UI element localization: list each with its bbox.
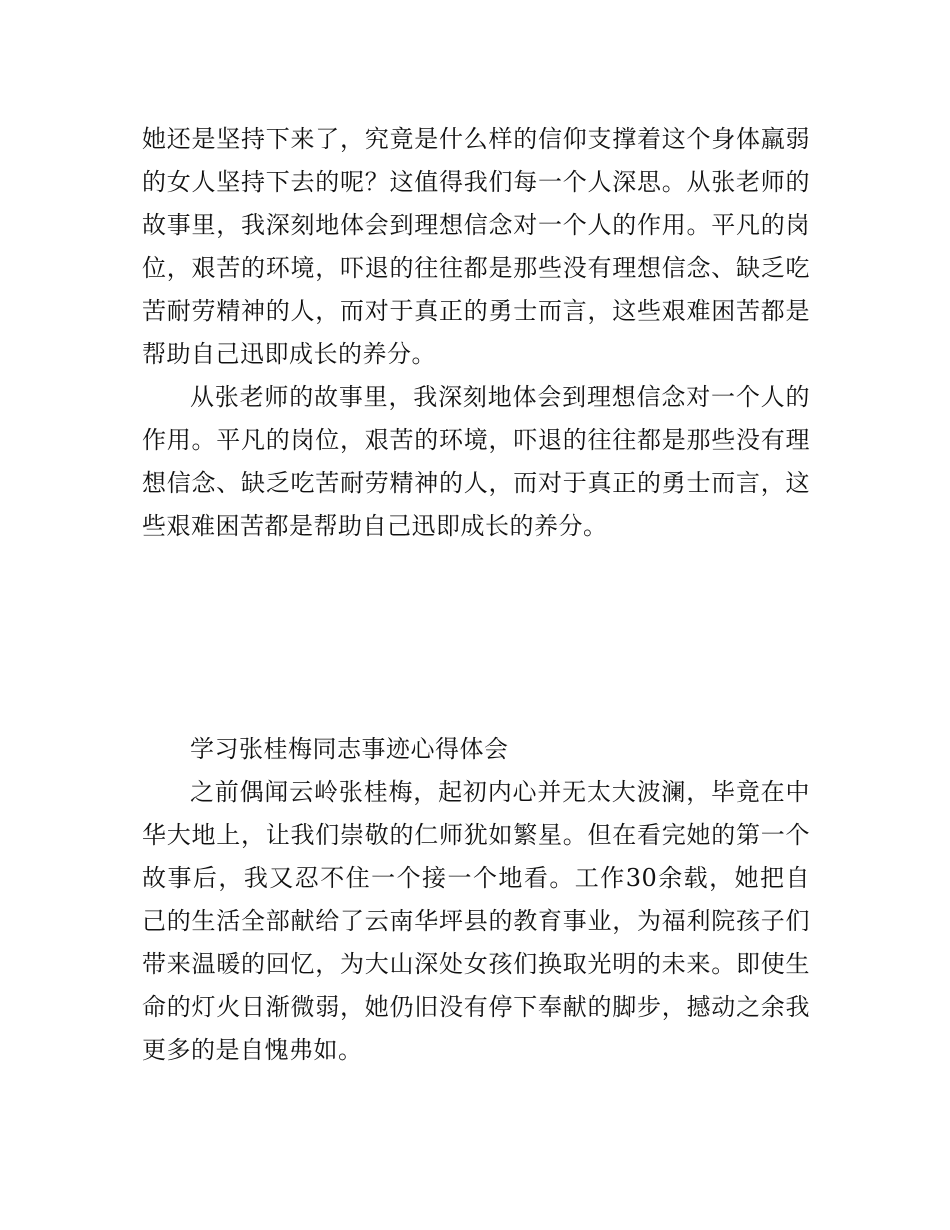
text-section-1	[142, 118, 810, 548]
paragraph: 之前偶闻云岭张桂梅，起初内心并无太大波澜，毕竟在中华大地上，让我们崇敬的仁师犹如繁星。但在看完她的第一个故事后，我又忍不住一个接一个地看。工作30余载，她把自己的生活全部献给了云南华坪县的教育事业，为福利院孩子们带来温暖的回忆，为大山深处女孩们换取光明的未来。即使生命的灯火日渐微弱，她仍旧没有停下奉献的脚步，撼动之余我更多的是自愧弗如。	[142, 778, 810, 1064]
paragraph: 从张老师的故事里，我深刻地体会到理想信念对一个人的作用。平凡的岗位，艰苦的环境，吓退的往往都是那些没有理想信念、缺乏吃苦耐劳精神的人，而对于真正的勇士而言，这些艰难困苦都是帮助自己迅即成长的养分。	[142, 383, 810, 540]
section-title: 学习张桂梅同志事迹心得体会	[190, 735, 509, 763]
text-section-2	[142, 728, 810, 1072]
paragraph-continuation: 她还是坚持下来了，究竟是什么样的信仰支撑着这个身体羸弱的女人坚持下去的呢？这值得我们每一个人深思。从张老师的故事里，我深刻地体会到理想信念对一个人的作用。平凡的岗位，艰苦的环境，吓退的往往都是那些没有理想信念、缺乏吃苦耐劳精神的人，而对于真正的勇士而言，这些艰难困苦都是帮助自己迅即成长的养分。	[142, 125, 810, 368]
